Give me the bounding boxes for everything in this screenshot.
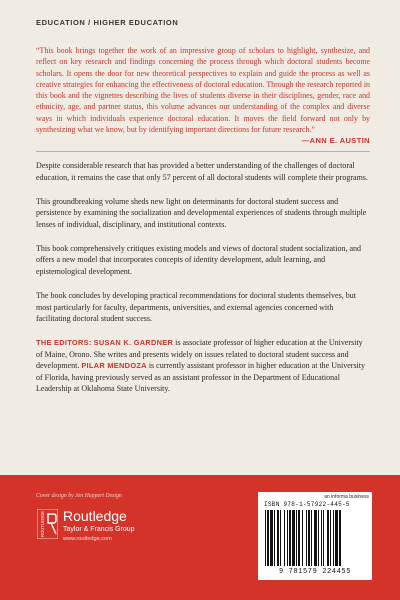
editor1-name: SUSAN K. GARDNER: [93, 338, 174, 348]
paragraph-3: This book comprehensively critiques existing models and views of doctoral student socialization, and offers a new model that incorporates concepts of identity development, adult learning, and epistemological development.: [36, 243, 362, 276]
editor2-name: PILAR MENDOZA: [81, 361, 147, 371]
paragraph-1: Despite considerable research that has provided a better understanding of the challenges of doctoral education, it remains the case that only 57 percent of all doctoral students will complete their programs.: [36, 161, 368, 182]
publisher-url: www.routledge.com: [63, 536, 112, 542]
editors-label: THE EDITORS:: [36, 338, 92, 348]
barcode-panel: [258, 492, 372, 580]
quote-attribution: —ANN E. AUSTIN: [301, 136, 370, 146]
editor2-bio: is currently assistant professor in higher education at the University of Florida, having previously served as an assistant professor in the Department of Educational Leadership at Oklahoma State University.: [36, 361, 365, 394]
divider: [36, 151, 370, 152]
publisher-group: Taylor & Francis Group: [63, 526, 135, 533]
isbn-text: ISBN 978-1-57922-445-5: [264, 501, 350, 508]
barcode-icon: [264, 510, 366, 568]
category-label: EDUCATION / HIGHER EDUCATION: [36, 18, 179, 27]
paragraph-4: The book concludes by developing practical recommendations for doctoral students themselves, but most particularly for faculty, departments, universities, and external agencies concerned with facilitating doctoral student success.: [36, 290, 356, 324]
barcode-digits: 9 781579 224455: [278, 568, 351, 576]
cover-credit: Cover design by Jen Huppert Design: [36, 493, 122, 499]
paragraph-2: This groundbreaking volume sheds new light on determinants for doctoral student success and persistence by examining the socialization and developmental experiences of students through multiple lenses of individual, disciplinary, and institutional contexts.: [36, 196, 367, 229]
description: [36, 160, 370, 407]
endorsement-quote: [36, 45, 370, 147]
quote-text: “This book brings together the work of an impressive group of scholars to highlight, synthesize, and reflect on key research and findings concerning the process through which doctoral students become scholars. It opens the door for new theoretical perspectives to explain and guide the process as well as creative strategies for enhancing the effectiveness of doctoral education. Through the research reported in this book and the vignettes describing the lives of students diverse in their disciplines, gender, race and ethnicity, age, and partner status, this volume advances our understanding of the complex and diverse ways in which individuals experience doctoral education. It moves the field forward not only by synthesizing what we know, but by identifying important directions for future research.”: [36, 46, 370, 135]
editors-paragraph: [36, 337, 370, 395]
informa-label: an informa business: [324, 494, 369, 500]
editor1-bio: is associate professor of higher education at the University of Maine, Orono. She writes and presents widely on issues related to doctoral student success and development.: [36, 338, 363, 371]
publisher-name: Routledge: [63, 508, 127, 524]
logo-vertical-text: ROUTLEDGE: [40, 510, 45, 538]
routledge-logo-icon: [37, 509, 58, 539]
